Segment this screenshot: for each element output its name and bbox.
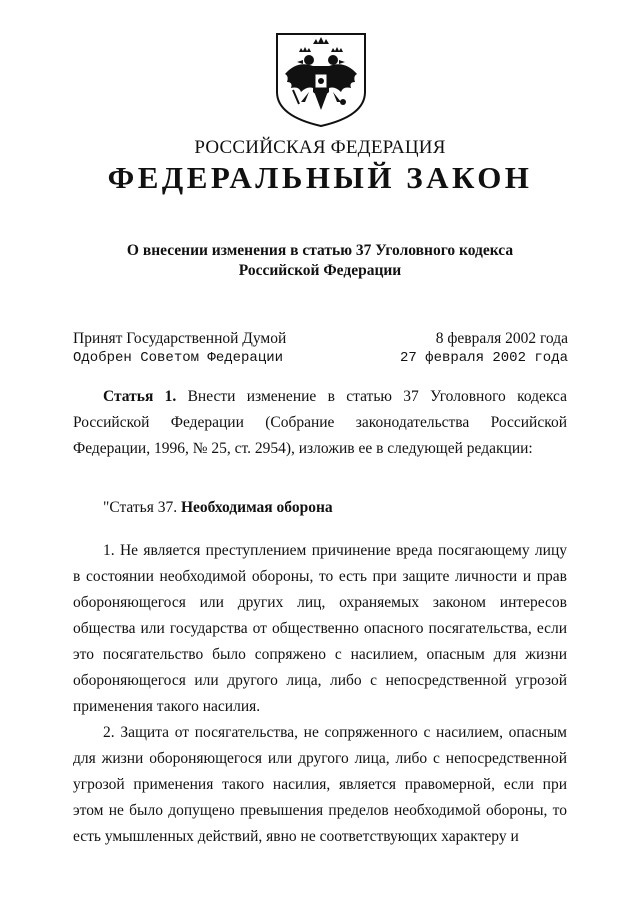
adoption-council-date: 27 февраля 2002 года: [399, 350, 568, 366]
document-type: ФЕДЕРАЛЬНЫЙ ЗАКОН: [107, 160, 533, 195]
article-1-heading: Статья 1.: [103, 388, 177, 405]
paragraph-1: [73, 538, 567, 720]
paragraph-2-text: 2. Защита от посягательства, не сопряженного с насилием, опасным для жизни обороняющегося или другого лица, либо с непосредственной угрозой применения такого насилия, является правомерной, если при этом не было допущено превышения пределов необходимой обороны, то есть умышленных действий, явно не соответствующих характеру и: [73, 724, 567, 845]
paragraph-2: [73, 720, 567, 850]
double-headed-eagle-icon: [273, 30, 369, 128]
state-emblem: [273, 30, 369, 128]
article-37-heading: [73, 495, 567, 521]
adoption-duma-date: 8 февраля 2002 года: [435, 330, 568, 347]
article-37-title: Необходимая оборона: [181, 499, 333, 516]
article-1-text: Внести изменение в статью 37 Уголовного кодекса Российской Федерации (Собрание законодательства Российской Федерации, 1996, № 25, ст. 2954), изложив ее в следующей редакции:: [73, 388, 568, 457]
adoption-duma-label: Принят Государственной Думой: [73, 330, 287, 347]
article-37-prefix: "Статья 37.: [103, 499, 178, 516]
country-name: РОССИЙСКАЯ ФЕДЕРАЦИЯ: [194, 137, 446, 158]
article-1: [73, 384, 567, 462]
law-title: [0, 241, 640, 281]
adoption-council-label: Одобрен Советом Федерации: [73, 350, 284, 366]
law-title-line1: О внесении изменения в статью 37 Уголовного кодекса: [126, 242, 514, 259]
paragraph-1-text: 1. Не является преступлением причинение вреда посягающему лицу в состоянии необходимой обороны, то есть при защите личности и прав обороняющегося или других лиц, охраняемых законом интересов общества или государства от общественно опасного посягательства, если это посягательство было сопряжено с насилием, опасным для жизни обороняющегося или другого лица, либо с непосредственной угрозой применения такого насилия.: [73, 542, 567, 715]
law-title-line2: Российской Федерации: [238, 262, 402, 279]
